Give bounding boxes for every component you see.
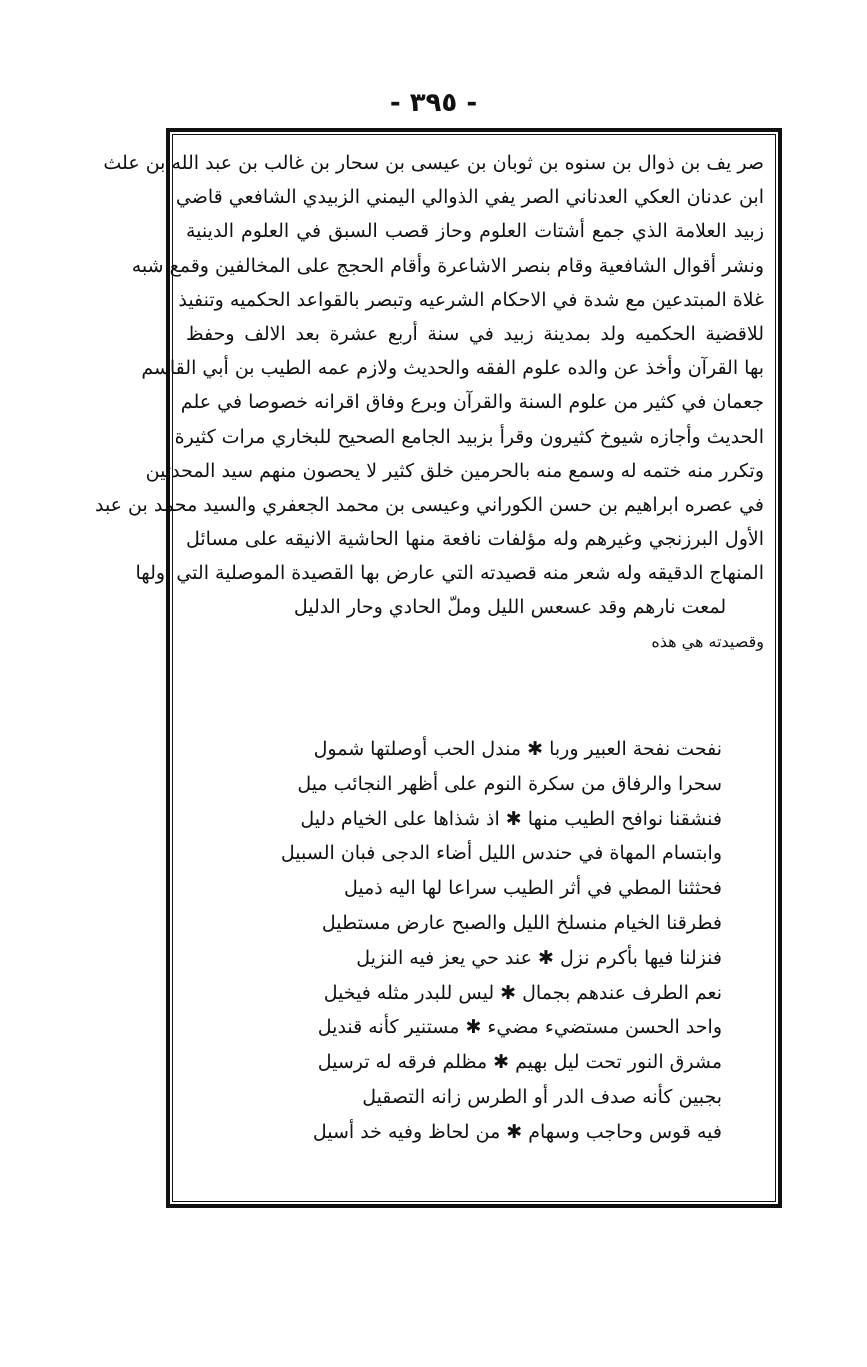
poem-verse: مشرق النور تحت ليل بهيم ✱ مظلم فرقه له ترسيل: [317, 1051, 722, 1074]
prose-line: للاقضية الحكميه ولد بمدينة زبيد في سنة أربع عشرة بعد الالف وحفظ: [186, 322, 764, 345]
prose-line: ونشر أقوال الشافعية وقام بنصر الاشاعرة وأقام الحجج على المخالفين وقمع شبه: [131, 254, 764, 277]
opening-hemistich: لمعت نارهم وقد عسعس الليل وملّ الحادي وحار الدليل: [293, 596, 727, 619]
prose-line: بها القرآن وأخذ عن والده علوم الفقه والحديث ولازم عمه الطيب بن أبي القاسم: [141, 357, 764, 380]
poem-verse: وابتسام المهاة في حندس الليل أضاء الدجى فبان السبيل: [280, 842, 722, 865]
poem-verse: فنزلنا فيها بأكرم نزل ✱ عند حي يعز فيه النزيل: [356, 946, 722, 969]
body-text: [94, 146, 764, 659]
poem-intro: وقصيدته هي هذه: [651, 631, 764, 651]
page-number: - ٣٩٥ -: [389, 88, 478, 118]
prose-line: وتكرر منه ختمه له وسمع منه بالحرمين خلق كثير لا يحصون منهم سيد المحدثين: [145, 459, 764, 482]
poem-verse: فنشقنا نوافح الطيب منها ✱ اذ شذاها على الخيام دليل: [300, 807, 722, 830]
poem-verse: سحرا والرفاق من سكرة النوم على أظهر النجائب ميل: [297, 772, 722, 795]
prose-line: زبيد العلامة الذي جمع أشتات العلوم وحاز قصب السبق في العلوم الدينية: [186, 220, 764, 243]
poem-verse: بجبين كأنه صدف الدر أو الطرس زانه التصقيل: [362, 1085, 722, 1108]
prose-line: في عصره ابراهيم بن حسن الكوراني وعيسى بن محمد الجعفري والسيد محمد بن عبد: [94, 493, 764, 516]
poem-verse: نعم الطرف عندهم بجمال ✱ ليس للبدر مثله فيخيل: [323, 981, 722, 1004]
prose-line: ابن عدنان العكي العدناني الصر يفي الذوالي اليمني الزبيدي الشافعي قاضي: [175, 186, 764, 209]
prose-line: غلاة المبتدعين مع شدة في الاحكام الشرعيه وتبصر بالقواعد الحكميه وتنفيذ: [178, 288, 764, 311]
poem-verse: نفحت نفحة العبير وربا ✱ مندل الحب أوصلتها شمول: [313, 738, 722, 760]
prose-line: المنهاج الدقيقه وله شعر منه قصيدته التي عارض بها القصيدة الموصلية التي أولها: [135, 562, 764, 585]
prose-line: صر يف بن ذوال بن سنوه بن ثوبان بن عيسى بن سحار بن غالب بن عبد الله بن علث: [103, 152, 764, 174]
poem-verse: واحد الحسن مستضيء مضيء ✱ مستنير كأنه قنديل: [317, 1016, 722, 1039]
poem-verse: فحثثنا المطي في أثر الطيب سراعا لها اليه ذميل: [343, 877, 722, 900]
prose-line: الحديث وأجازه شيوخ كثيرون وقرأ بزبيد الجامع الصحيح للبخاري مرات كثيرة: [174, 425, 764, 448]
poem-verse: فيه قوس وحاجب وسهام ✱ من لحاظ وفيه خد أسيل: [312, 1120, 722, 1143]
poem: [236, 732, 722, 1150]
prose-line: جعمان في كثير من علوم السنة والقرآن وبرع وفاق اقرانه خصوصا في علم: [180, 391, 764, 414]
poem-verse: فطرقنا الخيام منسلخ الليل والصبح عارض مستطيل: [321, 911, 722, 934]
prose-line: الأول البرزنجي وغيرهم وله مؤلفات نافعة منها الحاشية الانيقه على مسائل: [186, 528, 764, 551]
